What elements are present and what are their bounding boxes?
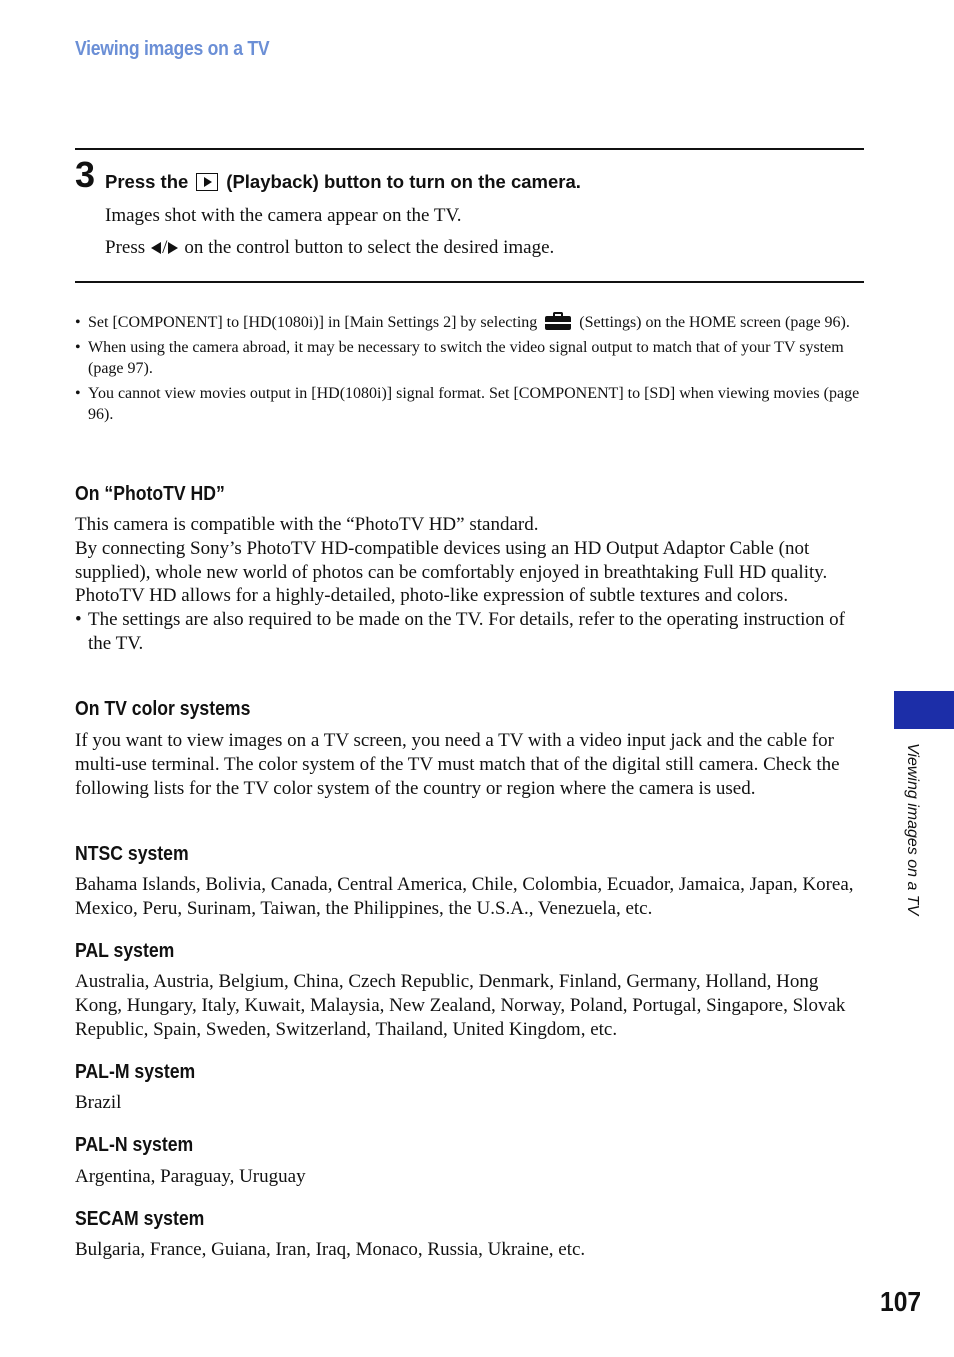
bottom-rule [75,281,864,283]
step-line-2-before: Press [105,237,146,258]
phototv-body [75,513,870,656]
note-3-text: You cannot view movies output in [HD(1080i)] signal format. Set [COMPONENT] to [SD] when viewing movies (page 96). [88,385,860,423]
phototv-paragraph: This camera is compatible with the “PhotoTV HD” standard. [75,514,539,535]
step-heading-after: (Playback) button to turn on the camera. [226,171,581,192]
toolbox-settings-icon [545,312,571,330]
phototv-heading: On “PhotoTV HD” [75,482,225,505]
pal-countries: Australia, Austria, Belgium, China, Czech Republic, Denmark, Finland, Germany, Holland, Hong Kong, Hungary, Italy, Kuwait, Malaysia, New Zealand, Norway, Poland, Portugal, Singapore, Slovak Republic, Spain, Sweden, Switzerland, Thailand, United Kingdom, etc. [75,971,846,1040]
pal-m-countries: Brazil [75,1092,122,1113]
pal-m-heading: PAL-M system [75,1060,196,1083]
pal-heading: PAL system [75,939,175,962]
step-heading-before: Press the [105,171,189,192]
pal-n-heading: PAL-N system [75,1133,194,1156]
pal-n-countries: Argentina, Paraguay, Uruguay [75,1166,306,1187]
secam-heading: SECAM system [75,1207,205,1230]
note-item: • When using the camera abroad, it may be necessary to switch the video signal output to match that of your TV system (page 97). [75,339,844,377]
chapter-tab-label: Viewing images on a TV [904,743,921,916]
chapter-tab [894,691,954,729]
note-item: • You cannot view movies output in [HD(1080i)] signal format. Set [COMPONENT] to [SD] when viewing movies (page 96). [75,385,860,423]
step-line-1: Images shot with the camera appear on the TV. [105,205,462,226]
phototv-bullet: • The settings are also required to be made on the TV. For details, refer to the operating instruction of the TV. [75,609,845,654]
note-item: • Set [COMPONENT] to [HD(1080i)] in [Main Settings 2] by selecting (Settings) on the HOME screen (page 96). [75,314,850,331]
secam-countries: Bulgaria, France, Guiana, Iran, Iraq, Monaco, Russia, Ukraine, etc. [75,1239,586,1260]
step-number: 3 [75,154,96,195]
ntsc-countries: Bahama Islands, Bolivia, Canada, Central America, Chile, Colombia, Ecuador, Jamaica, Japan, Korea, Mexico, Peru, Surinam, Taiwan, the Philippines, the U.S.A., Venezuela, etc. [75,874,854,919]
note-2-text: When using the camera abroad, it may be necessary to switch the video signal output to match that of your TV system (page 97). [88,339,844,377]
step-line-2 [105,237,554,259]
step-heading [105,171,581,193]
note-1-after: (Settings) on the HOME screen (page 96). [579,314,850,331]
phototv-bullet-text: The settings are also required to be made on the TV. For details, refer to the operating instruction of the TV. [88,609,845,654]
color-systems-heading: On TV color systems [75,697,251,720]
top-rule [75,148,864,150]
phototv-paragraph: By connecting Sony’s PhotoTV HD-compatible devices using an HD Output Adaptor Cable (not supplied), whole new world of photos can be comfortably enjoyed in breathtaking Full HD quality. [75,537,828,583]
color-systems-text: If you want to view images on a TV screen, you need a TV with a video input jack and the cable for multi-use terminal. The color system of the TV must match that of the digital still camera. Check the following lists for the TV color system of the country or region where the camera is used. [75,730,840,799]
playback-icon [196,173,218,191]
phototv-paragraph: PhotoTV HD allows for a highly-detailed, photo-like expression of subtle textures and colors. [75,585,789,607]
notes-list [75,312,870,429]
left-right-arrows-icon: / [151,237,178,259]
page-number: 107 [880,1286,922,1317]
step-line-2-after: on the control button to select the desired image. [184,237,555,258]
ntsc-heading: NTSC system [75,842,189,865]
note-1-before: Set [COMPONENT] to [HD(1080i)] in [Main Settings 2] by selecting [88,314,538,331]
header-title: Viewing images on a TV [75,38,270,60]
